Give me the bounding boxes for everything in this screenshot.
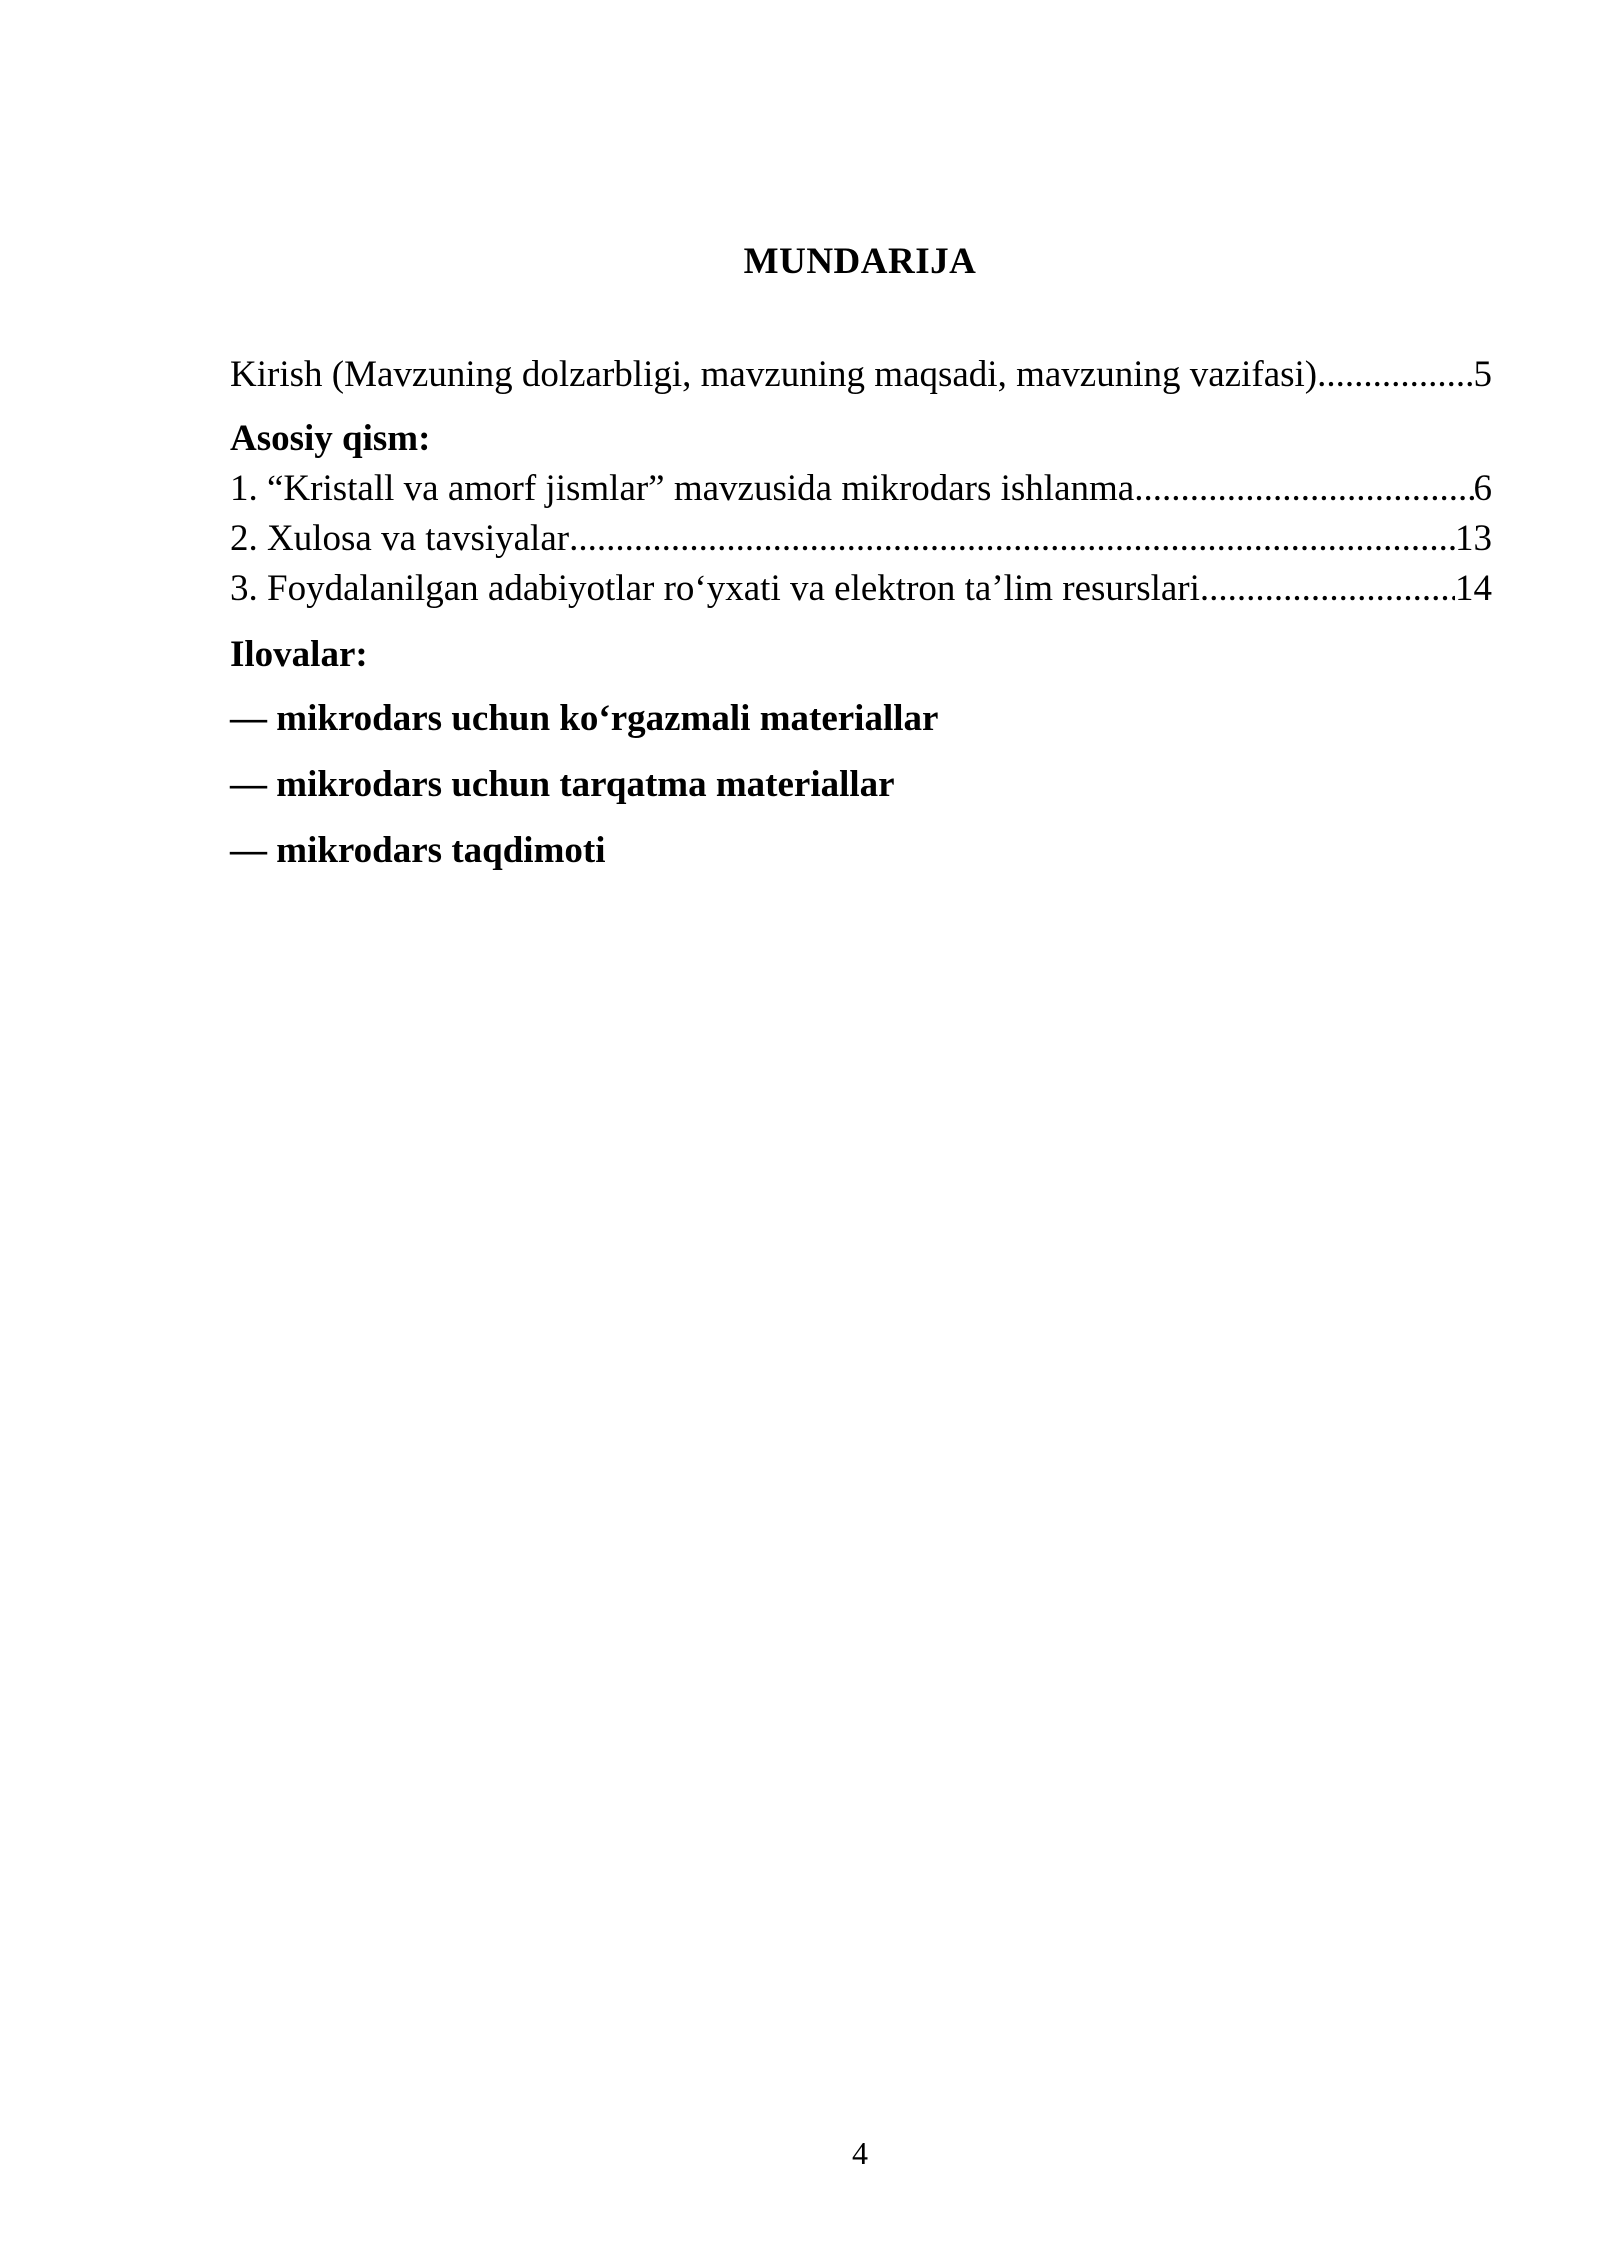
toc-entry-label: 1. “Kristall va amorf jismlar” mavzusida mikrodars ishlanma: [230, 468, 1135, 509]
appendix-item: — mikrodars uchun ko‘rgazmali materiallar: [230, 698, 939, 739]
toc-leader-dots: [1134, 464, 1473, 514]
toc-entry: [230, 514, 1492, 564]
toc-leader-dots: [569, 514, 1455, 564]
table-of-contents: [230, 350, 1492, 892]
toc-entry: [230, 464, 1492, 514]
page-number: 4: [852, 2135, 868, 2171]
toc-leader-dots: [1317, 350, 1473, 400]
section-heading-appendix: Ilovalar:: [230, 634, 368, 675]
toc-entry-page: 14: [1455, 568, 1492, 609]
toc-entry-intro: [230, 350, 1492, 400]
appendix-item: — mikrodars taqdimoti: [230, 830, 606, 871]
toc-leader-dots: [1200, 564, 1455, 614]
toc-entry-page: 6: [1473, 468, 1492, 509]
toc-entry-label: 2. Xulosa va tavsiyalar: [230, 518, 570, 559]
appendix-item: — mikrodars uchun tarqatma materiallar: [230, 764, 895, 805]
toc-entry-label: 3. Foydalanilgan adabiyotlar ro‘yxati va elektron ta’lim resurslari: [230, 568, 1200, 609]
page-title: MUNDARIJA: [743, 241, 977, 282]
toc-entry: [230, 564, 1492, 614]
toc-entry-page: 13: [1455, 518, 1492, 559]
toc-entry-label: Kirish (Mavzuning dolzarbligi, mavzuning maqsadi, mavzuning vazifasi): [230, 354, 1318, 395]
toc-entry-page: 5: [1473, 354, 1492, 395]
section-heading-main: Asosiy qism:: [230, 418, 431, 459]
